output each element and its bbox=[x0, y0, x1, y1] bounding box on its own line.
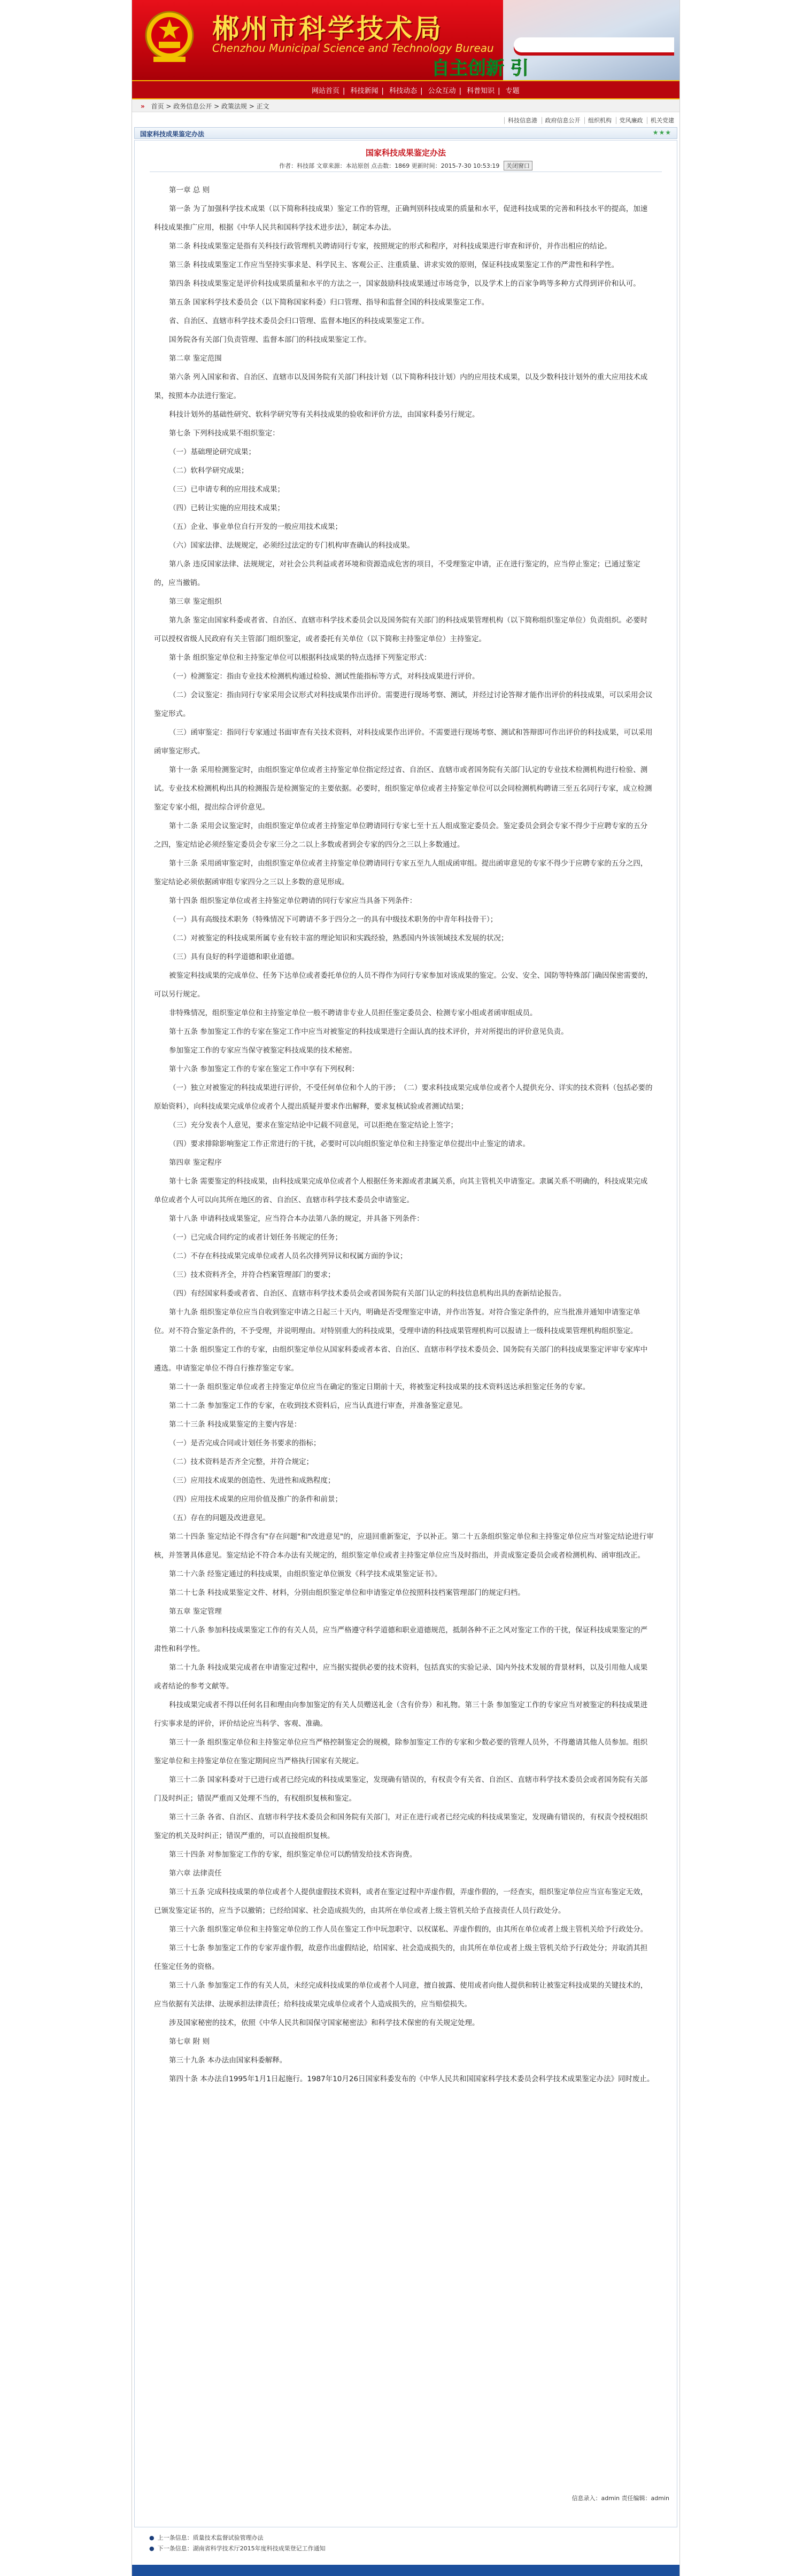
article-paragraph: 第二十九条 科技成果完成者在申请鉴定过程中，应当据实提供必要的技术资料，包括真实的实验记录、国内外技术发展的背景材料，以及引用他人成果或者结论的参考文献等。 bbox=[154, 1663, 648, 1691]
nav-item-news[interactable]: 科技新闻 bbox=[350, 87, 379, 95]
article-paragraph: （一）检测鉴定：指由专业技术检测机构通过检验、测试性能指标等方式，对科技成果进行评价。 bbox=[169, 672, 480, 681]
article-paragraph: （一）独立对被鉴定的科技成果进行评价，不受任何单位和个人的干涉； （二）要求科技成果完成单位或者个人提供充分、详实的技术资料（包括必要的原始资料），向科技成果完成单位或者个人提出质疑并要求作出解释，要求复核试验或者测试结果； bbox=[154, 1084, 653, 1111]
article-paragraph: 国务院各有关部门负责管理、监督本部门的科技成果鉴定工作。 bbox=[169, 336, 371, 344]
site-banner bbox=[132, 0, 679, 80]
article-paragraph: （一）是否完成合同或计划任务书要求的指标； bbox=[169, 1439, 321, 1447]
article-paragraph: 第十一条 采用检测鉴定时，由组织鉴定单位或者主持鉴定单位指定经过省、自治区、直辖市或者国务院有关部门认定的专业技术检测机构进行检验、测试。专业技术检测机构出具的检测报告是检测鉴定的主要依据。必要时，组织鉴定单位或者主持鉴定单位可以会同检测机构聘请三至五名同行专家，成立检测鉴定专家小组，提出综合评价意见。 bbox=[154, 766, 652, 812]
article-title: 国家科技成果鉴定办法 bbox=[365, 148, 446, 158]
article-paragraph: 第三章 鉴定组织 bbox=[169, 597, 222, 606]
nav-item-home[interactable]: 网站首页 bbox=[312, 87, 340, 95]
site-title: 郴州市科学技术局 bbox=[212, 13, 443, 44]
article-paragraph: （二）会议鉴定：指由同行专家采用会议形式对科技成果作出评价。需要进行现场考察、测试，并经过讨论答辩才能作出评价的科技成果，可以采用会议鉴定形式。 bbox=[154, 691, 653, 718]
article-paragraph: 第二十条 组织鉴定工作的专家，由组织鉴定单位从国家科委或者本省、自治区、直辖市科学技术委员会、国务院有关部门的科技成果鉴定评审专家库中遴选。申请鉴定单位不得自行推荐鉴定专家。 bbox=[154, 1345, 648, 1373]
article-paragraph: 第三十一条 组织鉴定单位和主持鉴定单位应当严格控制鉴定会的规模，除参加鉴定工作的专家和少数必要的管理人员外，不得邀请其他人员参加。组织鉴定单位和主持鉴定单位在鉴定期间应当严格执行国家有关规定。 bbox=[154, 1738, 648, 1765]
editor-info: 信息录入：admin 责任编辑：admin bbox=[571, 2495, 669, 2502]
article-paragraph: （三）技术资料齐全，并符合档案管理部门的要求； bbox=[169, 1271, 335, 1279]
article-paragraph: 涉及国家秘密的技术，依照《中华人民共和国保守国家秘密法》和科学技术保密的有关规定处理。 bbox=[169, 2019, 480, 2027]
section-header bbox=[134, 127, 677, 139]
article-paragraph: （四）已转让实施的应用技术成果； bbox=[169, 504, 284, 512]
article-paragraph: 第二十一条 组织鉴定单位或者主持鉴定单位应当在确定的鉴定日期前十天，将被鉴定科技成果的技术资料送达承担鉴定任务的专家。 bbox=[169, 1383, 590, 1391]
article-paragraph: 第六条 列入国家和省、自治区、直辖市以及国务院有关部门科技计划（以下简称科技计划）内的应用技术成果，以及少数科技计划外的重大应用技术成果，按照本办法进行鉴定。 bbox=[154, 373, 648, 400]
article-paragraph: 第二十二条 参加鉴定工作的专家，在收到技术资料后，应当认真进行审查，并准备鉴定意见。 bbox=[169, 1402, 467, 1410]
article-paragraph: 第三十六条 组织鉴定单位和主持鉴定单位的工作人员在鉴定工作中玩忽职守、以权谋私、弄虚作假的，由其所在单位或者上级主管机关给予行政处分。 bbox=[169, 1925, 648, 1934]
article-paragraph: 第一章 总 则 bbox=[169, 186, 210, 194]
sublink-organization[interactable]: 组织机构 bbox=[584, 117, 612, 124]
article-paragraph: （六）国家法律、法规规定，必须经过法定的专门机构审查确认的科技成果。 bbox=[169, 541, 414, 550]
article-paragraph: （五）企业、事业单位自行开发的一般应用技术成果； bbox=[169, 523, 342, 531]
banner-slogan: 自主创新 引 bbox=[431, 58, 529, 79]
article-paragraph: 第二章 鉴定范围 bbox=[169, 354, 222, 363]
national-emblem-icon bbox=[143, 7, 196, 65]
sublink-integrity[interactable]: 党风廉政 bbox=[616, 117, 643, 124]
breadcrumb bbox=[141, 102, 269, 111]
article-meta-text: 作者：科技部 文章来源：本站原创 点击数：1869 更新时间：2015-7-30 10:53:19 bbox=[279, 162, 500, 169]
article-paragraph: 第一条 为了加强科学技术成果（以下简称科技成果）鉴定工作的管理，正确判别科技成果的质量和水平，促进科技成果的完善和科技水平的提高，加速科技成果推广应用，根据《中华人民共和国科学技术进步法》，制定本办法。 bbox=[154, 205, 648, 232]
sublink-party[interactable]: 机关党建 bbox=[647, 117, 674, 124]
article-box bbox=[134, 140, 677, 2527]
article-paragraph: 参加鉴定工作的专家应当保守被鉴定科技成果的技术秘密。 bbox=[169, 1046, 357, 1055]
article-paragraph: 第十条 组织鉴定单位和主持鉴定单位可以根据科技成果的特点选择下列鉴定形式： bbox=[169, 653, 431, 662]
breadcrumb-bar bbox=[132, 99, 679, 112]
article-paragraph: （二）软科学研究成果； bbox=[169, 466, 249, 475]
article-paragraph: 第十四条 组织鉴定单位或者主持鉴定单位聘请的同行专家应当具备下列条件： bbox=[169, 897, 417, 905]
section-label: 国家科技成果鉴定办法 bbox=[140, 130, 205, 138]
prev-next-links bbox=[134, 2533, 677, 2563]
banner-train-image bbox=[503, 0, 679, 80]
article-paragraph: （二）技术资料是否齐全完整，并符合规定； bbox=[169, 1458, 313, 1466]
breadcrumb-text[interactable]: 首页 > 政务信息公开 > 政策法规 > 正文 bbox=[151, 103, 269, 110]
article-paragraph: （四）应用技术成果的应用价值及推广的条件和前景； bbox=[169, 1495, 342, 1504]
article-paragraph: 第九条 鉴定由国家科委或者省、自治区、直辖市科学技术委员会以及国务院有关部门的科技成果管理机构（以下简称组织鉴定单位）负责组织。必要时可以授权省级人民政府有关主管部门组织鉴定，或者委托有关单位（以下简称主持鉴定单位）主持鉴定。 bbox=[154, 616, 648, 643]
article-paragraph: 第十六条 参加鉴定工作的专家在鉴定工作中享有下列权利： bbox=[169, 1065, 359, 1073]
article-paragraph: 第四条 科技成果鉴定是评价科技成果质量和水平的方法之一，国家鼓励科技成果通过市场竞争，以及学术上的百家争鸣等多种方式得到评价和认可。 bbox=[169, 279, 640, 288]
article-paragraph: （三）函审鉴定：指同行专家通过书面审查有关技术资料，对科技成果作出评价。不需要进行现场考察、测试和答辩即可作出评价的科技成果，可以采用函审鉴定形式。 bbox=[154, 728, 653, 756]
article-paragraph: 第二十七条 科技成果鉴定文件、材料，分别由组织鉴定单位和申请鉴定单位按照科技档案管理部门的规定归档。 bbox=[169, 1589, 525, 1597]
article-paragraph: （三）应用技术成果的创造性、先进性和成熟程度； bbox=[169, 1476, 335, 1485]
article-paragraph: （三）具有良好的科学道德和职业道德。 bbox=[169, 953, 299, 961]
article-paragraph: （二）对被鉴定的科技成果所属专业有较丰富的理论知识和实践经验，熟悉国内外该领域技术发展的状况； bbox=[169, 934, 508, 943]
article-paragraph: 第八条 违反国家法律、法规规定，对社会公共利益或者环境和资源造成危害的项目，不受理鉴定申请，正在进行鉴定的，应当停止鉴定；已通过鉴定的，应当撤销。 bbox=[154, 560, 640, 587]
article-paragraph: （四）有经国家科委或者省、自治区、直辖市科学技术委员会或者国务院有关部门认定的科技信息机构出具的查新结论报告。 bbox=[169, 1289, 566, 1298]
article-paragraph: 第五章 鉴定管理 bbox=[169, 1607, 222, 1616]
article-paragraph: 第四章 鉴定程序 bbox=[169, 1158, 222, 1167]
article-meta bbox=[135, 161, 677, 170]
article-paragraph: 第二十四条 鉴定结论不得含有"存在问题"和"改进意见"的，应退回重新鉴定，予以补正。第二十五条组织鉴定单位和主持鉴定单位应当对鉴定结论进行审核，并签署具体意见。鉴定结论不符合本办法有关规定的，组织鉴定单位或者主持鉴定单位应当及时指出，并责成鉴定委员会或者检测机构、函审组改正。 bbox=[154, 1532, 654, 1560]
article-paragraph: 第二十八条 参加科技成果鉴定工作的有关人员，应当严格遵守科学道德和职业道德规范，抵制各种不正之风对鉴定工作的干扰，保证科技成果鉴定的严肃性和科学性。 bbox=[154, 1626, 648, 1653]
article-paragraph: 第二条 科技成果鉴定是指有关科技行政管理机关聘请同行专家，按照规定的形式和程序，对科技成果进行审查和评价，并作出相应的结论。 bbox=[169, 242, 612, 251]
star-icon: ★★★ bbox=[652, 129, 671, 136]
article-paragraph: 第三条 科技成果鉴定工作应当坚持实事求是、科学民主、客观公正、注重质量、讲求实效的原则，保证科技成果鉴定工作的严肃性和科学性。 bbox=[169, 261, 619, 269]
article-paragraph: 第三十七条 参加鉴定工作的专家弄虚作假，故意作出虚假结论，给国家、社会造成损失的，由其所在单位或者上级主管机关给予行政处分；并取消其担任鉴定任务的资格。 bbox=[154, 1944, 648, 1971]
article-paragraph: 科技计划外的基础性研究、软科学研究等有关科技成果的验收和评价方法，由国家科委另行规定。 bbox=[169, 410, 480, 419]
article-paragraph: （三）已申请专利的应用技术成果； bbox=[169, 485, 284, 494]
article-paragraph: 被鉴定科技成果的完成单位、任务下达单位或者委托单位的人员不得作为同行专家参加对该成果的鉴定。公安、安全、国防等特殊部门确因保密需要的，可以另行规定。 bbox=[154, 971, 653, 999]
article-paragraph: 第七章 附 则 bbox=[169, 2037, 210, 2046]
article-paragraph: 第三十二条 国家科委对于已进行或者已经完成的科技成果鉴定，发现确有错误的，有权责令有关省、自治区、直辖市科学技术委员会或者国务院有关部门及时纠正；错误严重而又处理不当的，有权组织复核和鉴定。 bbox=[154, 1776, 648, 1803]
article-paragraph: 第三十五条 完成科技成果的单位或者个人提供虚假技术资料，或者在鉴定过程中弄虚作假，弄虚作假的，一经查实，组织鉴定单位应当宣布鉴定无效，已颁发鉴定证书的，应当予以撤销；已经给国家、社会造成损失的，由其所在单位或者上级主管机关给予直接责任人员行政处分。 bbox=[154, 1888, 648, 1915]
article-paragraph: （二）不存在科技成果完成单位或者人员名次排列异议和权属方面的争议； bbox=[169, 1252, 407, 1260]
article-paragraph: 第五条 国家科学技术委员会（以下简称国家科委）归口管理、指导和监督全国的科技成果鉴定工作。 bbox=[169, 298, 489, 307]
page-wrapper bbox=[132, 0, 680, 2576]
article-paragraph: 省、自治区、直辖市科学技术委员会归口管理、监督本地区的科技成果鉴定工作。 bbox=[169, 317, 429, 325]
article-paragraph: 第六章 法律责任 bbox=[169, 1869, 222, 1878]
article-paragraph: 第七条 下列科技成果不组织鉴定： bbox=[169, 429, 280, 438]
nav-item-topics[interactable]: 专题 bbox=[505, 87, 520, 95]
article-paragraph: （一）具有高级技术职务（特殊情况下可聘请不多于四分之一的具有中级技术职务的中青年科技骨干）； bbox=[169, 915, 498, 924]
sublink-gov-info[interactable]: 政府信息公开 bbox=[542, 117, 581, 124]
sub-links bbox=[132, 113, 679, 126]
article-paragraph: 第三十八条 参加鉴定工作的有关人员，未经完成科技成果的单位或者个人同意，擅自披露、使用或者向他人提供和转让被鉴定科技成果的关键技术的，应当依据有关法律、法规承担法律责任；给科技成果完成单位或者个人造成损失的，应当赔偿损失。 bbox=[154, 1981, 648, 2009]
prev-article-link[interactable]: 上一条信息：质量技术监督试验管理办法 bbox=[157, 2534, 264, 2541]
article-paragraph: （五）存在的问题及改进意见。 bbox=[169, 1514, 270, 1522]
article-paragraph: 第十三条 采用函审鉴定时，由组织鉴定单位或者主持鉴定单位聘请同行专家五至九人组成函审组。提出函审意见的专家不得少于应聘专家的五分之四，鉴定结论必须依据函审组专家四分之三以上多数的意见形成。 bbox=[154, 859, 648, 886]
sublink-info-port[interactable]: 科技信息港 bbox=[504, 117, 537, 124]
double-arrow-icon: » bbox=[141, 103, 145, 110]
article-paragraph: 第十九条 组织鉴定单位应当自收到鉴定申请之日起三十天内，明确是否受理鉴定申请，并作出答复。对符合鉴定条件的，应当批准并通知申请鉴定单位。对不符合鉴定条件的，不予受理，并说明理由。对特别重大的科技成果，受理申请的科技成果管理机构可以报请上一级科技成果管理机构组织鉴定。 bbox=[154, 1308, 640, 1335]
bullet-icon: ● bbox=[149, 2534, 155, 2541]
close-window-button[interactable]: 关闭窗口 bbox=[504, 161, 532, 170]
next-article-link[interactable]: 下一条信息：湖南省科学技术厅2015年度科技成果登记工作通知 bbox=[157, 2545, 326, 2552]
article-paragraph: 科技成果完成者不得以任何名目和理由向参加鉴定的有关人员赠送礼金（含有价券）和礼物。第三十条 参加鉴定工作的专家应当对被鉴定的科技成果进行实事求是的评价，评价结论应当科学、客观、准确。 bbox=[154, 1701, 648, 1728]
article-paragraph: 第十七条 需要鉴定的科技成果，由科技成果完成单位或者个人根据任务来源或者隶属关系，向其主管机关申请鉴定。隶属关系不明确的，科技成果完成单位或者个人可以向其所在地区的省、自治区、直辖市科学技术委员会申请鉴定。 bbox=[154, 1177, 648, 1204]
article-paragraph: 第三十四条 对参加鉴定工作的专家，组织鉴定单位可以酌情发给技术咨询费。 bbox=[169, 1850, 417, 1859]
article-paragraph: 第十二条 采用会议鉴定时，由组织鉴定单位或者主持鉴定单位聘请同行专家七至十五人组成鉴定委员会。鉴定委员会到会专家不得少于应聘专家的五分之四，鉴定结论必须经鉴定委员会专家三分之二以上多数或者到会专家的四分之三以上多数通过。 bbox=[154, 822, 648, 849]
nav-item-trends[interactable]: 科技动态 bbox=[389, 87, 418, 95]
article-paragraph: （一）基础理论研究成果； bbox=[169, 448, 256, 456]
main-nav: 网站首页 | 科技新闻 | 科技动态 | 公众互动 | 科普知识 | 专题 bbox=[132, 80, 679, 99]
article-paragraph: （三）充分发表个人意见，要求在鉴定结论中记载不同意见，可以拒绝在鉴定结论上签字； bbox=[169, 1121, 458, 1130]
nav-item-interaction[interactable]: 公众互动 bbox=[428, 87, 456, 95]
article-paragraph: 第十八条 申请科技成果鉴定，应当符合本办法第八条的规定，并具备下列条件： bbox=[169, 1215, 424, 1223]
article-paragraph: 第三十三条 各省、自治区、直辖市科学技术委员会和国务院有关部门，对正在进行或者已经完成的科技成果鉴定，发现确有错误的，有权责令授权组织鉴定的机关及时纠正；错误严重的，可以直接组织复核。 bbox=[154, 1813, 648, 1840]
article-paragraph: （四）要求排除影响鉴定工作正常进行的干扰，必要时可以向组织鉴定单位和主持鉴定单位提出中止鉴定的请求。 bbox=[169, 1140, 530, 1148]
article-paragraph: 非特殊情况，组织鉴定单位和主持鉴定单位一般不聘请非专业人员担任鉴定委员会、检测专家小组或者函审组成员。 bbox=[169, 1009, 537, 1017]
bullet-icon: ● bbox=[149, 2545, 155, 2552]
nav-item-science[interactable]: 科普知识 bbox=[467, 87, 495, 95]
article-paragraph: 第三十九条 本办法由国家科委解释。 bbox=[169, 2056, 287, 2065]
site-footer bbox=[132, 2565, 679, 2576]
article-paragraph: 第四十条 本办法自1995年1月1日起施行。1987年10月26日国家科委发布的《中华人民共和国国家科学技术委员会科学技术成果鉴定办法》同时废止。 bbox=[169, 2075, 654, 2083]
site-subtitle: Chenzhou Municipal Science and Technology Bureau bbox=[212, 42, 494, 55]
article-body bbox=[154, 181, 654, 2089]
article-paragraph: 第二十六条 经鉴定通过的科技成果，由组织鉴定单位颁发《科学技术成果鉴定证书》。 bbox=[169, 1570, 442, 1578]
article-paragraph: （一）已完成合同约定的或者计划任务书规定的任务； bbox=[169, 1233, 342, 1242]
article-paragraph: 第二十三条 科技成果鉴定的主要内容是： bbox=[169, 1420, 302, 1429]
article-paragraph: 第十五条 参加鉴定工作的专家在鉴定工作中应当对被鉴定的科技成果进行全面认真的技术评价，并对所提出的评价意见负责。 bbox=[169, 1028, 568, 1036]
